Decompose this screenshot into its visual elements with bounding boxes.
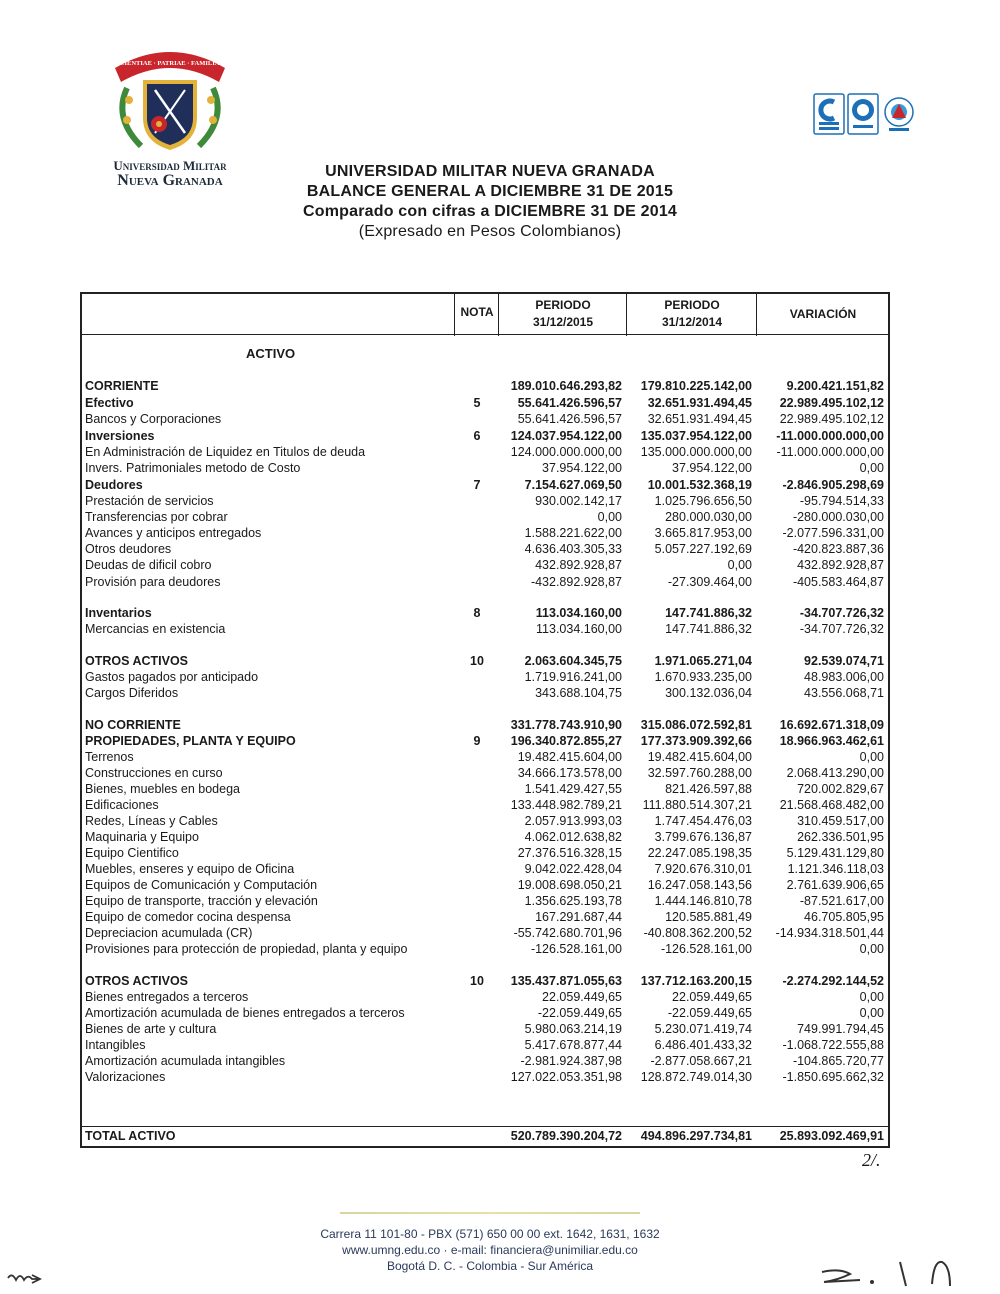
row-variacion: -87.521.617,00 <box>799 894 884 908</box>
row-label: Prestación de servicios <box>85 494 214 508</box>
row-variacion: 0,00 <box>859 1006 884 1020</box>
table-row <box>82 925 888 941</box>
column-divider <box>756 294 757 336</box>
row-periodo-2015: -2.981.924.387,98 <box>520 1054 622 1068</box>
row-periodo-2014: 32.651.931.494,45 <box>647 396 752 410</box>
iqnet-icon <box>848 94 878 134</box>
row-variacion: -1.850.695.662,32 <box>782 1070 884 1084</box>
row-nota: 5 <box>473 396 481 410</box>
signature-initials-left <box>6 1270 42 1291</box>
table-row <box>82 813 888 829</box>
row-periodo-2014: 1.971.065.271,04 <box>654 654 752 668</box>
row-variacion: 0,00 <box>859 942 884 956</box>
header-periodo-2015-label: PERIODO <box>535 298 591 312</box>
header-periodo-2014-date: 31/12/2014 <box>661 315 723 329</box>
row-label: Avances y anticipos entregados <box>85 526 262 540</box>
handwritten-mark: 2/. <box>862 1150 881 1170</box>
row-periodo-2014: -27.309.464,00 <box>667 575 752 589</box>
row-periodo-2015: 0,00 <box>597 510 622 524</box>
balance-table <box>80 292 890 1148</box>
total-divider <box>82 1126 888 1127</box>
table-row <box>82 1128 888 1144</box>
row-periodo-2014: 19.482.415.604,00 <box>647 750 752 764</box>
row-label: Invers. Patrimoniales metodo de Costo <box>85 461 301 475</box>
row-periodo-2015: 55.641.426.596,57 <box>517 396 622 410</box>
table-row <box>82 1021 888 1037</box>
row-periodo-2015: 4.062.012.638,82 <box>524 830 622 844</box>
row-variacion: 21.568.468.482,00 <box>779 798 884 812</box>
table-row <box>82 749 888 765</box>
row-periodo-2014: 1.025.796.656,50 <box>654 494 752 508</box>
row-periodo-2015: 1.356.625.193,78 <box>524 894 622 908</box>
header-periodo-2014 <box>628 297 756 331</box>
header-periodo-2015 <box>500 297 626 331</box>
table-row <box>82 395 888 411</box>
table-row <box>82 621 888 637</box>
footer-address: Carrera 11 101-80 - PBX (571) 650 00 00 ext. 1642, 1631, 1632 <box>320 1227 660 1241</box>
certification-seal-icon <box>885 98 913 131</box>
row-periodo-2014: 280.000.030,00 <box>665 510 752 524</box>
row-periodo-2015: 196.340.872.855,27 <box>510 734 622 748</box>
row-periodo-2015: 127.022.053.351,98 <box>510 1070 622 1084</box>
row-periodo-2014: 0,00 <box>727 558 752 572</box>
svg-text:SCIENTIAE · PATRIAE · FAMILIAE: SCIENTIAE · PATRIAE · FAMILIAE <box>116 60 224 67</box>
university-logo <box>100 38 240 188</box>
signature-initials-right <box>820 1258 970 1294</box>
footer <box>250 1226 730 1274</box>
row-variacion: -2.077.596.331,00 <box>782 526 884 540</box>
row-variacion: 720.002.829,67 <box>797 782 884 796</box>
row-periodo-2015: 37.954.122,00 <box>542 461 622 475</box>
table-row <box>82 378 888 394</box>
row-periodo-2014: 135.037.954.122,00 <box>640 429 752 443</box>
university-crest-icon <box>105 38 235 158</box>
column-divider <box>626 294 627 336</box>
row-label: CORRIENTE <box>85 379 159 393</box>
row-variacion: 2.068.413.290,00 <box>786 766 884 780</box>
row-label: Depreciacion acumulada (CR) <box>85 926 253 940</box>
table-row <box>82 941 888 957</box>
row-periodo-2014: -22.059.449,65 <box>667 1006 752 1020</box>
row-periodo-2014: 22.247.085.198,35 <box>647 846 752 860</box>
column-divider <box>498 294 499 336</box>
row-periodo-2015: 331.778.743.910,90 <box>510 718 622 732</box>
row-periodo-2014: -40.808.362.200,52 <box>643 926 752 940</box>
row-periodo-2014: 111.880.514.307,21 <box>642 798 752 812</box>
row-periodo-2014: 821.426.597,88 <box>665 782 752 796</box>
row-label: Redes, Líneas y Cables <box>85 814 218 828</box>
table-row <box>82 797 888 813</box>
row-variacion: 46.705.805,95 <box>804 910 884 924</box>
row-variacion: -2.846.905.298,69 <box>782 478 884 492</box>
row-label: Deudas de dificil cobro <box>85 558 212 572</box>
row-periodo-2015: 4.636.403.305,33 <box>524 542 622 556</box>
row-periodo-2014: -2.877.058.667,21 <box>650 1054 752 1068</box>
row-label: Equipo de comedor cocina despensa <box>85 910 291 924</box>
row-label: Bienes de arte y cultura <box>85 1022 217 1036</box>
row-periodo-2015: 9.042.022.428,04 <box>524 862 622 876</box>
table-row <box>82 861 888 877</box>
row-periodo-2015: 5.417.678.877,44 <box>524 1038 622 1052</box>
row-periodo-2015: 22.059.449,65 <box>542 990 622 1004</box>
university-name-line2: Nueva Granada <box>117 172 223 189</box>
row-periodo-2014: 1.670.933.235,00 <box>654 670 752 684</box>
row-periodo-2015: 124.000.000.000,00 <box>510 445 622 459</box>
row-label: En Administración de Liquidez en Titulos de deuda <box>85 445 366 459</box>
university-name <box>100 158 240 188</box>
row-variacion: 22.989.495.102,12 <box>779 396 884 410</box>
row-periodo-2015: 19.482.415.604,00 <box>517 750 622 764</box>
row-variacion: -34.707.726,32 <box>799 622 884 636</box>
row-periodo-2015: 1.541.429.427,55 <box>524 782 622 796</box>
row-nota: 10 <box>470 654 484 668</box>
row-label: TOTAL ACTIVO <box>85 1129 176 1143</box>
row-variacion: 0,00 <box>859 461 884 475</box>
row-periodo-2014: 300.132.036,04 <box>665 686 752 700</box>
header-periodo-2014-label: PERIODO <box>664 298 720 312</box>
row-label: OTROS ACTIVOS <box>85 974 189 988</box>
table-row <box>82 829 888 845</box>
table-row <box>82 525 888 541</box>
row-variacion: 310.459.517,00 <box>797 814 884 828</box>
document-title <box>240 162 740 242</box>
row-periodo-2014: 3.665.817.953,00 <box>654 526 752 540</box>
row-label: Provisión para deudores <box>85 575 221 589</box>
header-divider <box>82 334 888 335</box>
table-row <box>82 605 888 621</box>
row-periodo-2015: 189.010.646.293,82 <box>510 379 622 393</box>
row-label: Provisiones para protección de propiedad, planta y equipo <box>85 942 408 956</box>
row-periodo-2014: 494.896.297.734,81 <box>640 1129 752 1143</box>
row-periodo-2014: 5.057.227.192,69 <box>654 542 752 556</box>
row-periodo-2014: 1.444.146.810,78 <box>654 894 752 908</box>
row-variacion: 25.893.092.469,91 <box>779 1129 884 1143</box>
table-row <box>82 557 888 573</box>
row-nota: 9 <box>473 734 481 748</box>
row-periodo-2015: 124.037.954.122,00 <box>510 429 622 443</box>
row-periodo-2015: 27.376.516.328,15 <box>517 846 622 860</box>
row-periodo-2015: -432.892.928,87 <box>530 575 622 589</box>
row-label: Cargos Diferidos <box>85 686 179 700</box>
row-periodo-2015: 55.641.426.596,57 <box>517 412 622 426</box>
table-row <box>82 781 888 797</box>
row-variacion: -104.865.720,77 <box>792 1054 884 1068</box>
row-label: NO CORRIENTE <box>85 718 181 732</box>
row-variacion: 43.556.068,71 <box>804 686 884 700</box>
table-row <box>82 973 888 989</box>
row-nota: 10 <box>470 974 484 988</box>
row-nota: 8 <box>473 606 481 620</box>
row-periodo-2014: 16.247.058.143,56 <box>647 878 752 892</box>
row-variacion: 432.892.928,87 <box>797 558 884 572</box>
row-label: Equipos de Comunicación y Computación <box>85 878 318 892</box>
row-variacion: -95.794.514,33 <box>799 494 884 508</box>
row-label: Efectivo <box>85 396 134 410</box>
row-nota: 7 <box>473 478 481 492</box>
table-row <box>82 877 888 893</box>
row-variacion: -280.000.030,00 <box>792 510 884 524</box>
row-periodo-2014: 32.651.931.494,45 <box>647 412 752 426</box>
row-periodo-2014: 137.712.163.200,15 <box>640 974 752 988</box>
table-row <box>82 893 888 909</box>
table-row <box>82 509 888 525</box>
title-line1: UNIVERSIDAD MILITAR NUEVA GRANADA <box>325 163 655 180</box>
row-variacion: -14.934.318.501,44 <box>775 926 884 940</box>
row-periodo-2015: 133.448.982.789,21 <box>510 798 622 812</box>
row-periodo-2015: 520.789.390.204,72 <box>510 1129 622 1143</box>
row-label: Valorizaciones <box>85 1070 166 1084</box>
table-row <box>82 428 888 444</box>
row-periodo-2015: 113.034.160,00 <box>535 606 622 620</box>
row-variacion: -1.068.722.555,88 <box>782 1038 884 1052</box>
row-variacion: 9.200.421.151,82 <box>786 379 884 393</box>
row-periodo-2015: -22.059.449,65 <box>537 1006 622 1020</box>
row-periodo-2015: 1.588.221.622,00 <box>524 526 622 540</box>
row-periodo-2014: 37.954.122,00 <box>672 461 752 475</box>
row-label: Amortización acumulada de bienes entregados a terceros <box>85 1006 405 1020</box>
row-variacion: -420.823.887,36 <box>792 542 884 556</box>
row-periodo-2014: 1.747.454.476,03 <box>654 814 752 828</box>
row-label: Gastos pagados por anticipado <box>85 670 259 684</box>
header-nota: NOTA <box>460 305 494 319</box>
table-row <box>82 460 888 476</box>
row-label: Otros deudores <box>85 542 172 556</box>
row-nota: 6 <box>473 429 481 443</box>
row-periodo-2015: 113.034.160,00 <box>536 622 622 636</box>
row-variacion: -11.000.000.000,00 <box>776 445 884 459</box>
table-row <box>82 411 888 427</box>
row-variacion: 2.761.639.906,65 <box>786 878 884 892</box>
row-variacion: 749.991.794,45 <box>797 1022 884 1036</box>
row-label: Equipo de transporte, tracción y elevación <box>85 894 318 908</box>
row-periodo-2014: 3.799.676.136,87 <box>654 830 752 844</box>
row-periodo-2014: 315.086.072.592,81 <box>640 718 752 732</box>
table-row <box>82 574 888 590</box>
row-periodo-2014: 6.486.401.433,32 <box>654 1038 752 1052</box>
row-label: Muebles, enseres y equipo de Oficina <box>85 862 295 876</box>
row-label: Equipo Cientifico <box>85 846 179 860</box>
row-variacion: 262.336.501,95 <box>797 830 884 844</box>
row-periodo-2014: 177.373.909.392,66 <box>640 734 752 748</box>
row-periodo-2015: 930.002.142,17 <box>535 494 622 508</box>
university-name-line1: Universidad Militar <box>113 158 227 173</box>
row-periodo-2014: 135.000.000.000,00 <box>640 445 752 459</box>
row-periodo-2014: 128.872.749.014,30 <box>640 1070 752 1084</box>
title-line4: (Expresado en Pesos Colombianos) <box>358 223 622 240</box>
table-row <box>82 1053 888 1069</box>
row-variacion: 92.539.074,71 <box>804 654 884 668</box>
row-variacion: 0,00 <box>859 990 884 1004</box>
table-row <box>82 669 888 685</box>
row-variacion: 22.989.495.102,12 <box>779 412 884 426</box>
row-variacion: -34.707.726,32 <box>799 606 884 620</box>
row-periodo-2015: 2.063.604.345,75 <box>524 654 622 668</box>
table-row <box>82 444 888 460</box>
icontec-iso-icon <box>814 94 844 134</box>
table-row <box>82 1069 888 1085</box>
table-row <box>82 909 888 925</box>
row-periodo-2015: 5.980.063.214,19 <box>524 1022 622 1036</box>
row-label: Construcciones en curso <box>85 766 223 780</box>
title-line2: BALANCE GENERAL A DICIEMBRE 31 DE 2015 <box>306 183 674 200</box>
footer-city: Bogotá D. C. - Colombia - Sur América <box>386 1259 594 1273</box>
row-periodo-2015: -126.528.161,00 <box>530 942 622 956</box>
row-periodo-2014: 147.741.886,32 <box>665 622 752 636</box>
row-label: Inventarios <box>85 606 152 620</box>
row-periodo-2015: -55.742.680.701,96 <box>513 926 622 940</box>
row-periodo-2015: 34.666.173.578,00 <box>517 766 622 780</box>
row-label: Intangibles <box>85 1038 146 1052</box>
table-row <box>82 765 888 781</box>
row-label: Edificaciones <box>85 798 159 812</box>
row-label: Amortización acumulada intangibles <box>85 1054 286 1068</box>
column-divider <box>454 294 455 336</box>
row-periodo-2015: 432.892.928,87 <box>535 558 622 572</box>
row-variacion: 0,00 <box>859 750 884 764</box>
row-periodo-2015: 343.688.104,75 <box>535 686 622 700</box>
footer-divider <box>340 1212 640 1214</box>
row-label: Bienes entregados a terceros <box>85 990 249 1004</box>
table-row <box>82 733 888 749</box>
row-variacion: 48.983.006,00 <box>804 670 884 684</box>
row-periodo-2014: 5.230.071.419,74 <box>654 1022 752 1036</box>
row-periodo-2015: 135.437.871.055,63 <box>510 974 622 988</box>
row-periodo-2015: 2.057.913.993,03 <box>524 814 622 828</box>
row-variacion: 18.966.963.462,61 <box>779 734 884 748</box>
row-periodo-2014: 179.810.225.142,00 <box>640 379 752 393</box>
row-label: Deudores <box>85 478 143 492</box>
row-periodo-2014: 7.920.676.310,01 <box>654 862 752 876</box>
table-row <box>82 541 888 557</box>
row-periodo-2014: 32.597.760.288,00 <box>647 766 752 780</box>
table-row <box>82 493 888 509</box>
section-activo: ACTIVO <box>246 346 296 361</box>
row-periodo-2015: 19.008.698.050,21 <box>517 878 622 892</box>
table-row <box>82 845 888 861</box>
row-label: OTROS ACTIVOS <box>85 654 189 668</box>
row-periodo-2014: -126.528.161,00 <box>660 942 752 956</box>
table-row <box>82 477 888 493</box>
table-row <box>82 1037 888 1053</box>
certification-badges <box>812 92 916 136</box>
row-label: PROPIEDADES, PLANTA Y EQUIPO <box>85 734 296 748</box>
table-row <box>82 685 888 701</box>
header-periodo-2015-date: 31/12/2015 <box>532 315 594 329</box>
row-periodo-2014: 147.741.886,32 <box>665 606 752 620</box>
row-variacion: -405.583.464,87 <box>792 575 884 589</box>
row-periodo-2014: 120.585.881,49 <box>665 910 752 924</box>
row-periodo-2014: 22.059.449,65 <box>672 990 752 1004</box>
row-variacion: 5.129.431.129,80 <box>786 846 884 860</box>
table-row <box>82 989 888 1005</box>
row-label: Terrenos <box>85 750 134 764</box>
table-row <box>82 717 888 733</box>
row-variacion: -11.000.000.000,00 <box>776 429 884 443</box>
row-label: Maquinaria y Equipo <box>85 830 199 844</box>
footer-contact: www.umng.edu.co · e-mail: financiera@unimiliar.edu.co <box>342 1243 638 1257</box>
row-periodo-2015: 1.719.916.241,00 <box>524 670 622 684</box>
row-variacion: -2.274.292.144,52 <box>782 974 884 988</box>
row-periodo-2015: 167.291.687,44 <box>535 910 622 924</box>
header-variacion: VARIACIÓN <box>789 307 857 321</box>
title-line3: Comparado con cifras a DICIEMBRE 31 DE 2014 <box>302 203 678 220</box>
row-periodo-2014: 10.001.532.368,19 <box>647 478 752 492</box>
row-label: Bancos y Corporaciones <box>85 412 222 426</box>
row-label: Mercancias en existencia <box>85 622 226 636</box>
row-periodo-2015: 7.154.627.069,50 <box>524 478 622 492</box>
row-variacion: 1.121.346.118,03 <box>787 862 884 876</box>
table-row <box>82 653 888 669</box>
row-label: Inversiones <box>85 429 155 443</box>
table-row <box>82 1005 888 1021</box>
row-label: Transferencias por cobrar <box>85 510 228 524</box>
row-label: Bienes, muebles en bodega <box>85 782 240 796</box>
row-variacion: 16.692.671.318,09 <box>779 718 884 732</box>
